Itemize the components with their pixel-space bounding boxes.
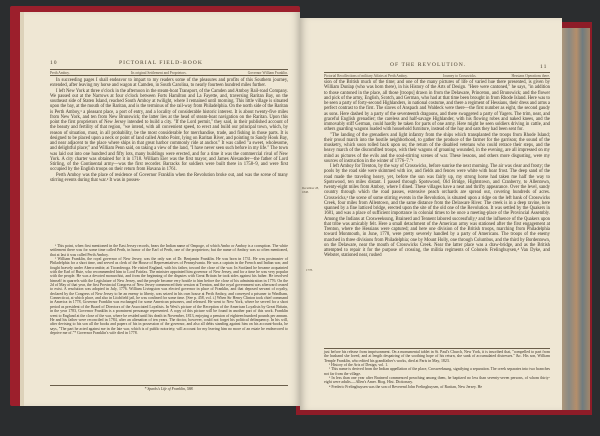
subheads <box>324 72 550 79</box>
subheads <box>50 69 288 76</box>
paragraph: I left Amboy for Trenton, by the way of Crosswicks, before sunrise the next morning. The air was clear and frosty; the pools by the road side were skimmed with ice, and fields and fences were white with hoar frost. The deep sand of the road made the traveling heavy, yet, before the sun was fairly up, my strong horse had taken me half the way to Spotswood, ten miles distant. I passed through Spotswood, Old Bridge, Hightstown, and Cranberry, to Allentown, twenty-eight miles from Amboy, where I dined. These villages have a neat and thrifty appearance. Over the level, sandy country through which the road passes, extensive peach orchards are spread out, covering hundreds of acres. Crosswicks,² the scene of some stirring events in the Revolution, is situated upon a ridge on the left bank of Crosswicks Creek, four miles from Allentown, and the same distance from the Delaware River. The creek is in a deep ravine, here spanned by a fine latticed bridge, erected upon the site of the old one of the Revolution. It was settled by the Quakers in 1681, and was a place of sufficient importance in colonial times to be once a meeting-place of the Provincial Assembly. Among the Indians at Crosweeksung, Brainerd and Tennent labored successfully,³ and the influence of the Quakers upon that tribe was amicably felt. Here a small detachment of the American army was stationed after the first engagement at Trenton, where the Hessians were captured; and here one division of the British troops, marching from Philadelphia toward Monmouth, in June, 1778, were pretty severely handled by a party of Americans. The troops of the enemy marched in three divisions from Philadelphia; one by Mount Holly, one through Columbus, and the third by Bordentown, on the Delaware, near the mouth of Crosswicks Creek. Near the latter place was a draw-bridge, and as the British attempted to repair it for the purpose of crossing, the militia regiments of Colonels Frelinghuysen,⁴ Van Dyke, and Webster, stationed near, rushed <box>324 164 550 259</box>
footnote: ³ In less than one year after Brainerd commenced preaching among them, he baptized no less than seventy-seven persons, of whom thirty-eight were adults.—Allen's Amer. Biog. Hist. Dictionary. <box>324 376 550 385</box>
subhead: Journey to Crosswicks. <box>442 73 477 78</box>
footnote: ¹ This point, when first mentioned in the East Jersey records, bears the Indian name of Ompoge, of which Ambo or Amboy is a corruption. The white settlement there was for some time called Perth, in honor of the Earl of Perth, one of the proprietors; but the name of Amboy was so often mentioned, that at last it was called Perth Amboy. <box>50 244 288 257</box>
footnotes <box>50 244 288 335</box>
right-page <box>300 18 562 410</box>
footnote: ² This name is derived from the Indian appellation of the place, Crosweeksung, signifying a separation. The creek separates into two branches not far from the village. <box>324 367 550 376</box>
paragraph: Perth Amboy was the place of residence of Governor Franklin when the Revolution broke out, and was the scene of many stirring events during that war.² It was in posses- <box>50 172 288 183</box>
margin-note: December 28, 1848. <box>302 186 319 194</box>
body-text <box>50 78 288 183</box>
footnote: just before his release from imprisonment. On a monumental tablet in St. Paul's Church, New York, it is inscribed that, "compelled to part from the husband she loved, and at length despairing of the soothing hope of his return, she sunk of accumulated distresses." &c. His son, William Temple Franklin, who edited his grandfather's works, died at Paris in May, 1823. <box>324 350 550 363</box>
subhead: Hessians Operations there. <box>511 73 550 78</box>
footnotes <box>324 350 550 389</box>
running-head: PICTORIAL FIELD-BOOK <box>119 60 203 66</box>
footnote: ¹ History of the Arts of Design, vol. 1. <box>329 363 389 368</box>
page-number: 10 <box>50 60 58 66</box>
subhead: Governor William Franklin. <box>247 70 288 75</box>
divider <box>50 385 288 386</box>
subhead: Its original Settlement and Proprietors. <box>130 70 187 75</box>
running-head: OF THE REVOLUTION. <box>390 62 467 68</box>
left-page <box>20 12 300 406</box>
subhead: Perth Amboy. <box>50 70 70 75</box>
body-text <box>324 80 550 259</box>
footnote: ⁴ Frederic Frelinghuysen was the son of Reverend John Frelinghuysen, of Raritan, New Jersey. He <box>329 384 483 389</box>
divider <box>324 348 550 349</box>
paragraph: "The landing of the grenadiers and light infantry from the ships which transplanted the troops from Rhode Island; their proud march into the hostile neighborhood, to gather the produce of the farmer for the garrison; the sound of the musketry, which soon rolled back upon us; the return of the disabled veterans who could retrace their steps, and the heavy march of the discomfited troops, with their wagons of groaning wounded, in the evening, are all impressed on my mind as pictures of the evils and the soul-stirring scenes of war. These lessons, and others more disgusting, were my sources of instruction in the winter of 1776–7."¹ <box>324 132 550 164</box>
paragraph: In succeeding pages I shall endeavor to impart to my readers some of the pleasures and profits of this Southern journey, extended, after leaving my horse and wagon at Camden, in South Carolina, to nearly fourteen hundred miles further. <box>50 78 288 89</box>
bottom-note: * Sparks's Life of Franklin, 588. <box>144 387 194 391</box>
paragraph: sion of the British much of the time; and one of the many pictures of life of varied hue there presented, is given by William Dunlap (who was born there), in his History of the Arts of Design. "Here were cantoned," he says, "in addition to those cantoned in the place, all those [troops] drawn in from the Delaware, Princeton, and Brunswick; and the flower and pick of the army, English, Scotch, and German, who had at that time been brought in from Rhode Island. Here was to be seen a party of forty-second Highlanders, in national costume, and there a regiment of Hessians, their dress and arms a perfect contrast to the first. The slaves of Anspach and Waldeck were there—the first number as eight, the second gaudy as sons. Here dashed by a party of the seventeenth dragoons, and there swaggered a party of Yagers. The trim, neat, and graceful English grenadier; the careless and half-savage Highlander, with his flowing robes and naked knees, and the immovably stiff German, could hardly be taken for parts of one army. Here might be seen soldiers driving in cattle, and others guarding wagons loaded with household furniture, instead of the hay and oats they had been sent for. <box>324 80 550 133</box>
paragraph: I left New York at three o'clock in the afternoon in the steam-boat Transport, of the Camden and Amboy Rail-road Company. We passed out at the Narrows at four o'clock between Forts Hamilton and La Fayette, and, traversing Raritan Bay, on the southeast side of Staten Island, reached South Amboy at twilight, where I remained until morning. This little village is situated upon the bay, at the mouth of the Raritan, and is the terminus of the rail-way from Philadelphia. On the north side of the Raritan is Perth Amboy,¹ a pleasant place, a port of entry, and a locality of considerable historic interest. It is about twenty-five miles from New York, and ten from New Brunswick; the latter lies at the head of steam-boat navigation on the Raritan. Upon this point the first proprietors of New Jersey intended to build a city. "If the Lord permit," they said, in their published account of the beauty and fertility of that region, "we intend, with all convenient speed, to erect and build our principal town, which, by reason of situation, must, in all probability, be the most considerable for merchandise, trade, and fishing in those parts. It is designed to be placed upon a neck or point of land called Ambo Point, lying on Raritan River, and pointing to Sandy Hook Bay, and near adjacent to the place where ships in that great harbor commonly ride at anchor." It was called "a sweet, wholesome, and delightful place;" and William Penn said, on taking a view of the land, "I have never seen such before in my life." The town was laid out into one hundred and fifty lots, many buildings were erected, and for a time it was the commercial rival of New York. A city charter was obtained for it in 1718. William Eier was the first mayor, and James Alexander—the father of Lord Stirling, of the Continental army—was the first recorder. Barracks for soldiers were built there in 1758–9, and were first occupied by the English troops on their return from Havana in 1761. <box>50 88 288 173</box>
margin-note: 1778. <box>306 268 313 272</box>
footnote: ² William Franklin, the royal governor of New Jersey, was the only son of Dr. Benjamin Franklin. He was born in 1731. He was postmaster of Philadelphia for a short time, and served as clerk of the House of Representatives of Pennsylvania. He was a captain in the French and Indian war, and fought bravely under Abercrombie, at Ticonderoga. He visited England, with his father, toward the close of the war. In Scotland he became acquainted with the Earl of Bute, who recommended him to Lord Fairfax. The minister appointed him governor of New Jersey, and for a time he was very popular with the people. He was a devoted monarchist, and from the beginning of the disputes with Great Britain he took sides against his father. He involved himself in quarrels with the Legislature of New Jersey, and the people became very hostile to him before the close of his administration in 1776. On the 2d of May of that year, the first Provincial Congress of New Jersey commenced their session at Trenton, and the royal government was afterward ceased to exist. A resolution was adopted in July, 1776. William Livingston was elected governor in place of Franklin, and that deposed servant of royalty, declared by the Congress of New Jersey to be an enemy to liberty, was seized in his own house at Perth Amboy, and conveyed a prisoner to Windham, Connecticut, at which place, and also in Litchfield jail, he was confined for some time. [See p. 458, vol. i.] When Sir Henry Clinton took chief command in America in 1778, Governor Franklin was exchanged for some American prisoners, and released. He went to New York, where he served for a short period as president of the Board of Directors of the Associated Loyalists. In West's picture of the Reception of the American Loyalists by Great Britain, in the year 1783, Governor Franklin is a prominent personage represented. A copy of this picture will be found in another part of this work. Franklin went to England at the close of the war, where he resided until his death in November, 1813, enjoying a pension of eighteen hundred pounds per annum. He and his father were reconciled in 1784, after an alienation of ten years. The doctor, however, could not forget his political delinquency. In his will, after devising to his son all the books and papers of his in possession of the governor, and also all debts standing against him on his account-books, he says, "The part he acted against me in the late war, which is of public notoriety, will account for my leaving him no more of an estate he endeavored to deprive me of."* Governor Franklin's wife died in 1778. <box>50 257 288 335</box>
subhead: Pictorial Recollections of military Affairs at Perth Amboy. <box>324 73 408 78</box>
page-number: 11 <box>540 64 548 70</box>
marbled-page-edge <box>560 28 590 410</box>
